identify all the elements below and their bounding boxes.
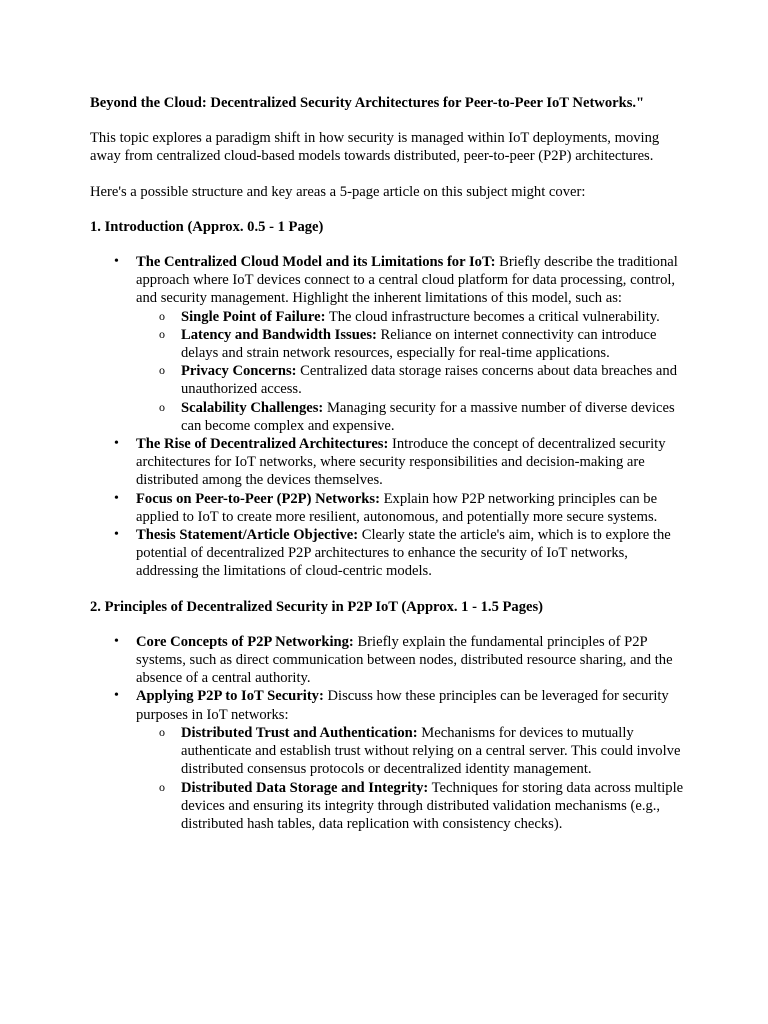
item-term: Distributed Trust and Authentication: (181, 724, 418, 741)
structure-note: Here's a possible structure and key areas a 5-page article on this subject might cover: (90, 183, 586, 200)
item-text: Techniques for storing data across multiple devices and ensuring its integrity through distributed validation mechanisms (e.g., distributed hash tables, data replication with consistency checks). (181, 779, 684, 832)
sub-list (136, 724, 690, 833)
item-text: Mechanisms for devices to mutually authenticate and establish trust without relying on a central server. This could involve distributed consensus protocols or decentralized identity management. (181, 724, 681, 778)
item-term: Core Concepts of P2P Networking: (136, 633, 354, 650)
item-term: The Rise of Decentralized Architectures: (136, 436, 389, 453)
item-text: Centralized data storage raises concerns about data breaches and unauthorized access. (181, 363, 677, 398)
item-text: Clearly state the article's aim, which is to explore the potential of decentralized P2P architectures to enhance the security of IoT networks, addressing the limitations of cloud-centric models. (136, 527, 671, 580)
document-title: Beyond the Cloud: Decentralized Security Architectures for Peer-to-Peer IoT Networks." (90, 95, 645, 111)
list-item (136, 687, 690, 833)
document-body (90, 94, 690, 833)
sub-list-item (181, 779, 690, 834)
list-item (136, 490, 690, 526)
bullet-list (90, 253, 690, 581)
list-item (136, 633, 690, 688)
list-item (136, 435, 690, 490)
section-heading: 2. Principles of Decentralized Security in P2P IoT (Approx. 1 - 1.5 Pages) (90, 598, 544, 615)
intro-paragraph: This topic explores a paradigm shift in how security is managed within IoT deployments, moving away from centralized cloud-based models towards distributed, peer-to-peer (P2P) architectures. (90, 130, 660, 165)
item-text: Briefly explain the fundamental principles of P2P systems, such as direct communication between nodes, distributed resource sharing, and the absence of a central authority. (136, 633, 673, 687)
list-item (136, 526, 690, 581)
sub-list-item (181, 308, 690, 326)
item-text: Briefly describe the traditional approach where IoT devices connect to a central cloud platform for data processing, control, and security management. Highlight the inherent limitations of this model, such as: (136, 254, 678, 307)
sub-list-item (181, 399, 690, 435)
item-term: Scalability Challenges: (181, 399, 324, 416)
sub-list-item (181, 362, 690, 398)
item-term: Privacy Concerns: (181, 363, 297, 380)
item-text: Introduce the concept of decentralized security architectures for IoT networks, where security responsibilities and decision-making are distributed among the devices themselves. (136, 436, 666, 489)
bullet-list (90, 633, 690, 833)
item-term: Distributed Data Storage and Integrity: (181, 779, 429, 796)
item-term: Applying P2P to IoT Security: (136, 688, 324, 705)
item-term: Thesis Statement/Article Objective: (136, 527, 359, 544)
item-term: Latency and Bandwidth Issues: (181, 326, 377, 343)
item-text: Explain how P2P networking principles can be applied to IoT to create more resilient, autonomous, and potentially more secure systems. (136, 490, 658, 525)
item-text: Managing security for a massive number of diverse devices can become complex and expensive. (181, 399, 675, 434)
item-term: Single Point of Failure: (181, 308, 326, 325)
sub-list-item (181, 724, 690, 779)
item-term: The Centralized Cloud Model and its Limitations for IoT: (136, 254, 496, 271)
item-text: Reliance on internet connectivity can introduce delays and strain network resources, especially for real-time applications. (181, 326, 657, 362)
sub-list (136, 308, 690, 435)
item-text: The cloud infrastructure becomes a critical vulnerability. (325, 308, 660, 325)
item-term: Focus on Peer-to-Peer (P2P) Networks: (136, 490, 380, 507)
sub-list-item (181, 326, 690, 362)
item-text: Discuss how these principles can be leveraged for security purposes in IoT networks: (136, 688, 669, 723)
section-heading: 1. Introduction (Approx. 0.5 - 1 Page) (90, 218, 324, 235)
list-item (136, 253, 690, 435)
